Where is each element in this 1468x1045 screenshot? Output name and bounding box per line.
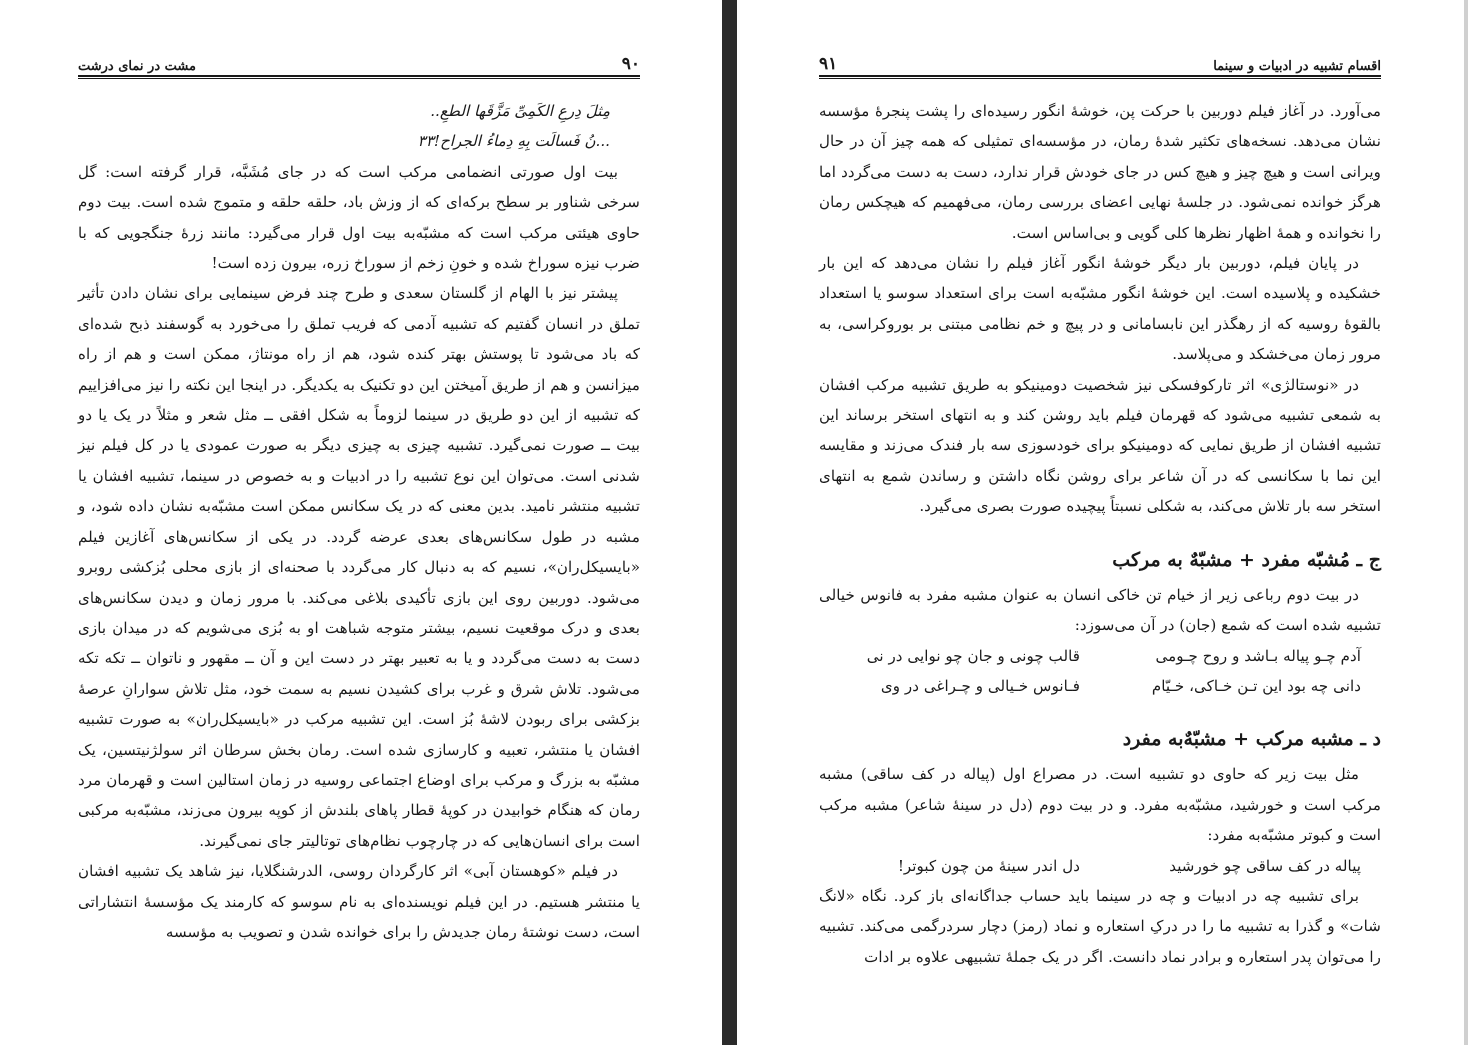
right-header-rule-thin [819, 78, 1381, 79]
right-final-paragraph: برای تشبیه چه در ادبیات و چه در سینما باید حساب جداگانه‌ای باز کرد. نگاه «لانگ شات» و گذرا به تشبیه ما را در درکِ استعاره و نماد (رمز) دچار سردرگمی می‌کند. تشبیه را می‌توان پدر استعاره و برادر نماد دانست. اگر در یک جملهٔ تشبیهی علاوه بر ادات [819, 886, 1381, 966]
poem-c-line-1-b: قالب چونی و جان چو نوایی در نی [866, 646, 1080, 665]
right-paragraph-1: می‌آورد. در آغاز فیلم دوربین با حرکت پن، خوشهٔ انگور رسیده‌ای را پشت پنجرهٔ مؤسسه نشان می‌دهد. نسخه‌های تکثیر شدهٔ رمان، در مؤسسه‌ای تمثیلی که همه چیز آن در حال ویرانی است و هیچ چیز و هیچ کس در جای خودش قرار ندارد، دست به دست می‌گردد اما هرگز خوانده نمی‌شود. در جلسهٔ نهایی اعضای بررسی رمان، می‌فهمیم که هیچکس رمان را نخوانده و همهٔ اظهار نظرها کلی گویی و بی‌اساس است. [819, 102, 1381, 242]
poem-c-line-2-b: فـانوس خـیالی و چـراغی در وی [880, 676, 1080, 695]
left-paragraph-3: در فیلم «کوهستان آبی» اثر کارگردان روسی، الدرشنگلایا، نیز شاهد یک تشبیه افشان یا منتشر هستیم. در این فیلم نویسنده‌ای به نام سوسو که کارمند یک مؤسسهٔ انتشاراتی است، دست نوشتهٔ رمان جدیدش را برای خوانده شدن و تصویب به مؤسسه [78, 862, 640, 941]
right-header-rule [819, 75, 1381, 77]
left-header-title: مشت در نمای درشت [78, 59, 196, 74]
book-gutter [722, 0, 737, 1045]
page-edge-shadow [1464, 0, 1468, 1045]
section-heading-c: ج ـ مُشبّه مفرد + مشبّهٌ به مرکب [1112, 548, 1381, 571]
poem-d-b: دل اندر سینهٔ من چون کبوتر! [897, 856, 1080, 875]
paragraph-c: در بیت دوم رباعی زیر از خیام تن خاکی انسان به عنوان مشبه مفرد به فانوس خیالی تشبیه شده است که شمع (جان) در آن می‌سوزد: [819, 585, 1381, 635]
left-body-text [78, 96, 640, 947]
poem-c-line-1-a: آدم چـو پیاله بـاشد و روح چـومی [1155, 646, 1361, 665]
section-heading-d: د ـ مشبه مرکب + مشبّهٌ‌به مفرد [1122, 728, 1381, 751]
verse-line-2: ...نُ فَسالَت بِهِ دِماءُ الجراح!۳۳ [417, 132, 610, 151]
left-page-number: ۹۰ [621, 54, 640, 74]
verse-line-1: مِثلَ دِرعِ الکَمِیِّ مَزَّقَها الطعِ.. [430, 102, 610, 120]
left-book-page [0, 0, 722, 1045]
cupbearer-couplet [819, 851, 1381, 881]
left-running-header [78, 50, 640, 74]
arabic-verse-quote [78, 96, 640, 157]
left-header-rule [78, 75, 640, 77]
poem-c-line-2-a: دانی چه بود این تـن خـاکی، خـیّام [1151, 676, 1361, 695]
right-book-page [737, 0, 1468, 1045]
paragraph-d: مثل بیت زیر که حاوی دو تشبیه است. در مصراع اول (پیاله در کف ساقی) مشبه مرکب است و خورشید، مشبّه‌به مفرد. و در بیت دوم (دل در سینهٔ شاعر) مشبه مرکب است و کبوتر مشبّه‌به مفرد: [819, 765, 1381, 845]
right-paragraph-2: در پایان فیلم، دوربین بار دیگر خوشهٔ انگور آغاز فیلم را نشان می‌دهد که این بار خشکیده و پلاسیده است. این خوشهٔ انگور مشبّه‌به است برای استعداد سوسو یا استعداد بالقوهٔ روسیه که از رهگذر این نابسامانی و در پیچ و خم نظامی مبتنی بر بوروکراسی، به مرور زمان می‌خشکد و می‌پلاسد. [819, 254, 1381, 364]
khayyam-quatrain [819, 641, 1381, 702]
right-paragraph-3: در «نوستالژی» اثر تارکوفسکی نیز شخصیت دومینیکو به طریق تشبیه مرکب افشان به شمعی تشبیه می‌شود که قهرمان فیلم باید روشن کند و به انتهای استخر برساند این تشبیه افشان از طریق نمایی که دومینیکو برای خودسوزی سه بار فندک می‌زند و مقایسه این نما با سکانسی که در آن شاعر برای روشن نگاه داشتن و رساندن شمع به انتهای استخر سه بار تلاش می‌کند، به شکلی نسبتاً پیچیده صورت بصری می‌گیرد. [819, 375, 1381, 516]
left-header-rule-thin [78, 78, 640, 79]
left-paragraph-1: بیت اول صورتی انضمامی مرکب است که در جای مُشَبَّه، قرار گرفته است: گل سرخی شناور بر سطح برکه‌ای که از وزش باد، حلقه حلقه و متموج شده است. بیت دوم حاوی هیئتی مرکب است که مشبّه‌به بیت اول قرار می‌گیرد: مانند زرهٔ جنگجویی که با ضرب نیزه سوراخ شده و خونِ زخم از سوراخ زره، بیرون زده است! [78, 162, 640, 273]
right-running-header [819, 50, 1381, 74]
left-paragraph-2: پیشتر نیز با الهام از گلستان سعدی و طرح چند فرض سینمایی برای نشان دادن تأثیر تملق در انسان گفتیم که تشبیه آدمی که فریب تملق را می‌خورد به گوسفند ذبح شده‌ای که باد می‌شود تا پوستش بهتر کنده شود، هم از راه مونتاژ، ممکن است و هم از راه میزانسن و هم از طریق آمیختن این دو تکنیک به یکدیگر. در اینجا این نکته را نیز می‌افزاییم که تشبیه از این دو طریق در سینما لزوماً به شکل افقی ــ مثل شعر و مثلاً در یک یا دو بیت ــ صورت نمی‌گیرد. تشبیه چیزی به چیزی دیگر به صورت عمودی یا در کل فیلم نیز شدنی است. می‌توان این نوع تشبیه را در ادبیات و به خصوص در سینما، تشبیه افشان یا تشبیه منتشر نامید. بدین معنی که در یک سکانس ممکن است مشبّه‌به نشان داده شود، و مشبه در طول سکانس‌های بعدی عرضه گردد. در یکی از سکانس‌های آغازین فیلم «بایسیکل‌ران»، نسیم که به دنبال کار می‌گردد با صحنه‌ای از بازی محلی بُزکشی روبرو می‌شود. دوربین روی این بازی تأکیدی بلاغی می‌کند. با مرور زمان و دیدن سکانس‌های بعدی و درک موقعیت نسیم، بیشتر متوجه شباهت او به بُزی می‌شویم که در میدان بازی دست به دست می‌گردد و یا به تعبیر بهتر در دست این و آن ــ مقهور و ناتوان ــ تکه تکه می‌شود. تلاش شرق و غرب برای کشیدن نسیم به سمت خود، مثل تلاش سوارانِ عرصهٔ بزکشی برای ربودن لاشهٔ بُز است. این تشبیه مرکب در «بایسیکل‌ران» به صورت تشبیه افشان یا منتشر، تعبیه و کارسازی شده است. رمان بخش سرطان اثر سولژنیتسین، یک مشبّه به بزرگ و مرکب برای اوضاع اجتماعی روسیه در زمان استالین است و قهرمان مرد رمان که هنگام خوابیدن در کوپهٔ قطار پاهای بلندش از کوپه بیرون می‌زند، مشبّه‌به مرکبی است برای انسان‌هایی که در چارچوب نظام‌های توتالیتر جای نمی‌گیرند. [78, 284, 640, 850]
right-header-title: اقسام تشبیه در ادبیات و سینما [1213, 59, 1381, 74]
right-body-text [819, 96, 1381, 972]
poem-d-a: پیاله در کف ساقی چو خورشید [1169, 856, 1361, 875]
right-page-number: ۹۱ [819, 54, 838, 74]
